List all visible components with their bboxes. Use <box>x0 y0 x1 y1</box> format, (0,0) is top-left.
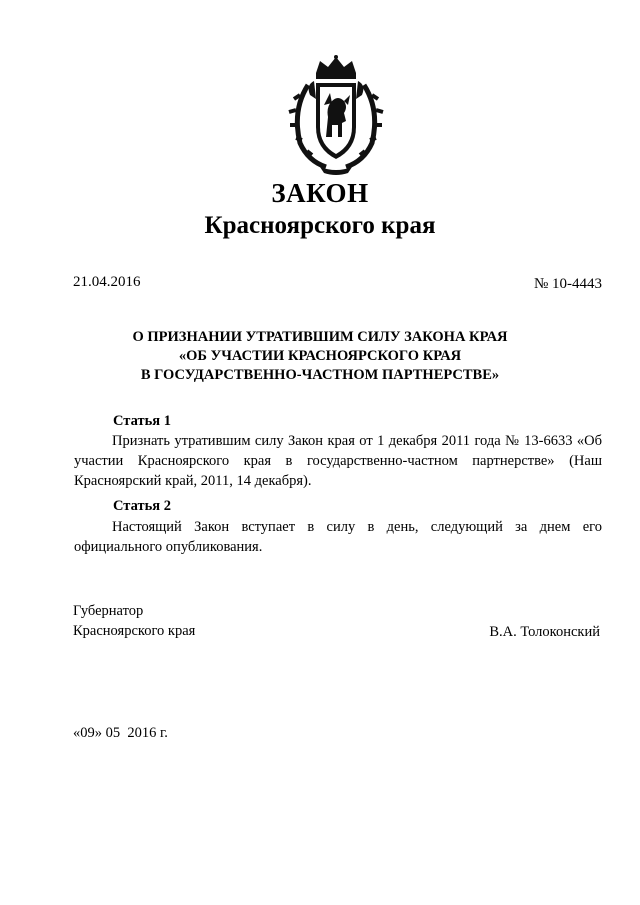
signatory-position-line-2: Красноярского края <box>73 623 196 639</box>
article-2-text: Настоящий Закон вступает в силу в день, следующий за днем его официального опубликования. <box>74 519 602 555</box>
signatory-name: В.А. Толоконский <box>489 624 600 640</box>
document-number: № 10-4443 <box>533 276 602 292</box>
article-1-heading: Статья 1 <box>113 413 171 429</box>
subject-line-2: «ОБ УЧАСТИИ КРАСНОЯРСКОГО КРАЯ <box>178 348 462 364</box>
article-1-text: Признать утратившим силу Закон края от 1 декабря 2011 года № 13-6633 «Об участии Красноярского края в государственно-частном партнерстве» (Наш Красноярский край, 2011, 14 декабря). <box>74 433 602 489</box>
document-title: ЗАКОН <box>271 178 369 208</box>
signatory-position-line-1: Губернатор <box>73 603 144 619</box>
coat-of-arms-emblem <box>286 55 386 175</box>
subject-line-1: О ПРИЗНАНИИ УТРАТИВШИМ СИЛУ ЗАКОНА КРАЯ <box>132 329 508 345</box>
document-date: 21.04.2016 <box>73 274 141 290</box>
document-subtitle: Красноярского края <box>204 212 436 239</box>
subject-line-3: В ГОСУДАРСТВЕННО-ЧАСТНОМ ПАРТНЕРСТВЕ» <box>140 367 500 383</box>
article-2-heading: Статья 2 <box>113 498 171 514</box>
signature-date: «09» 05 2016 г. <box>73 725 168 741</box>
